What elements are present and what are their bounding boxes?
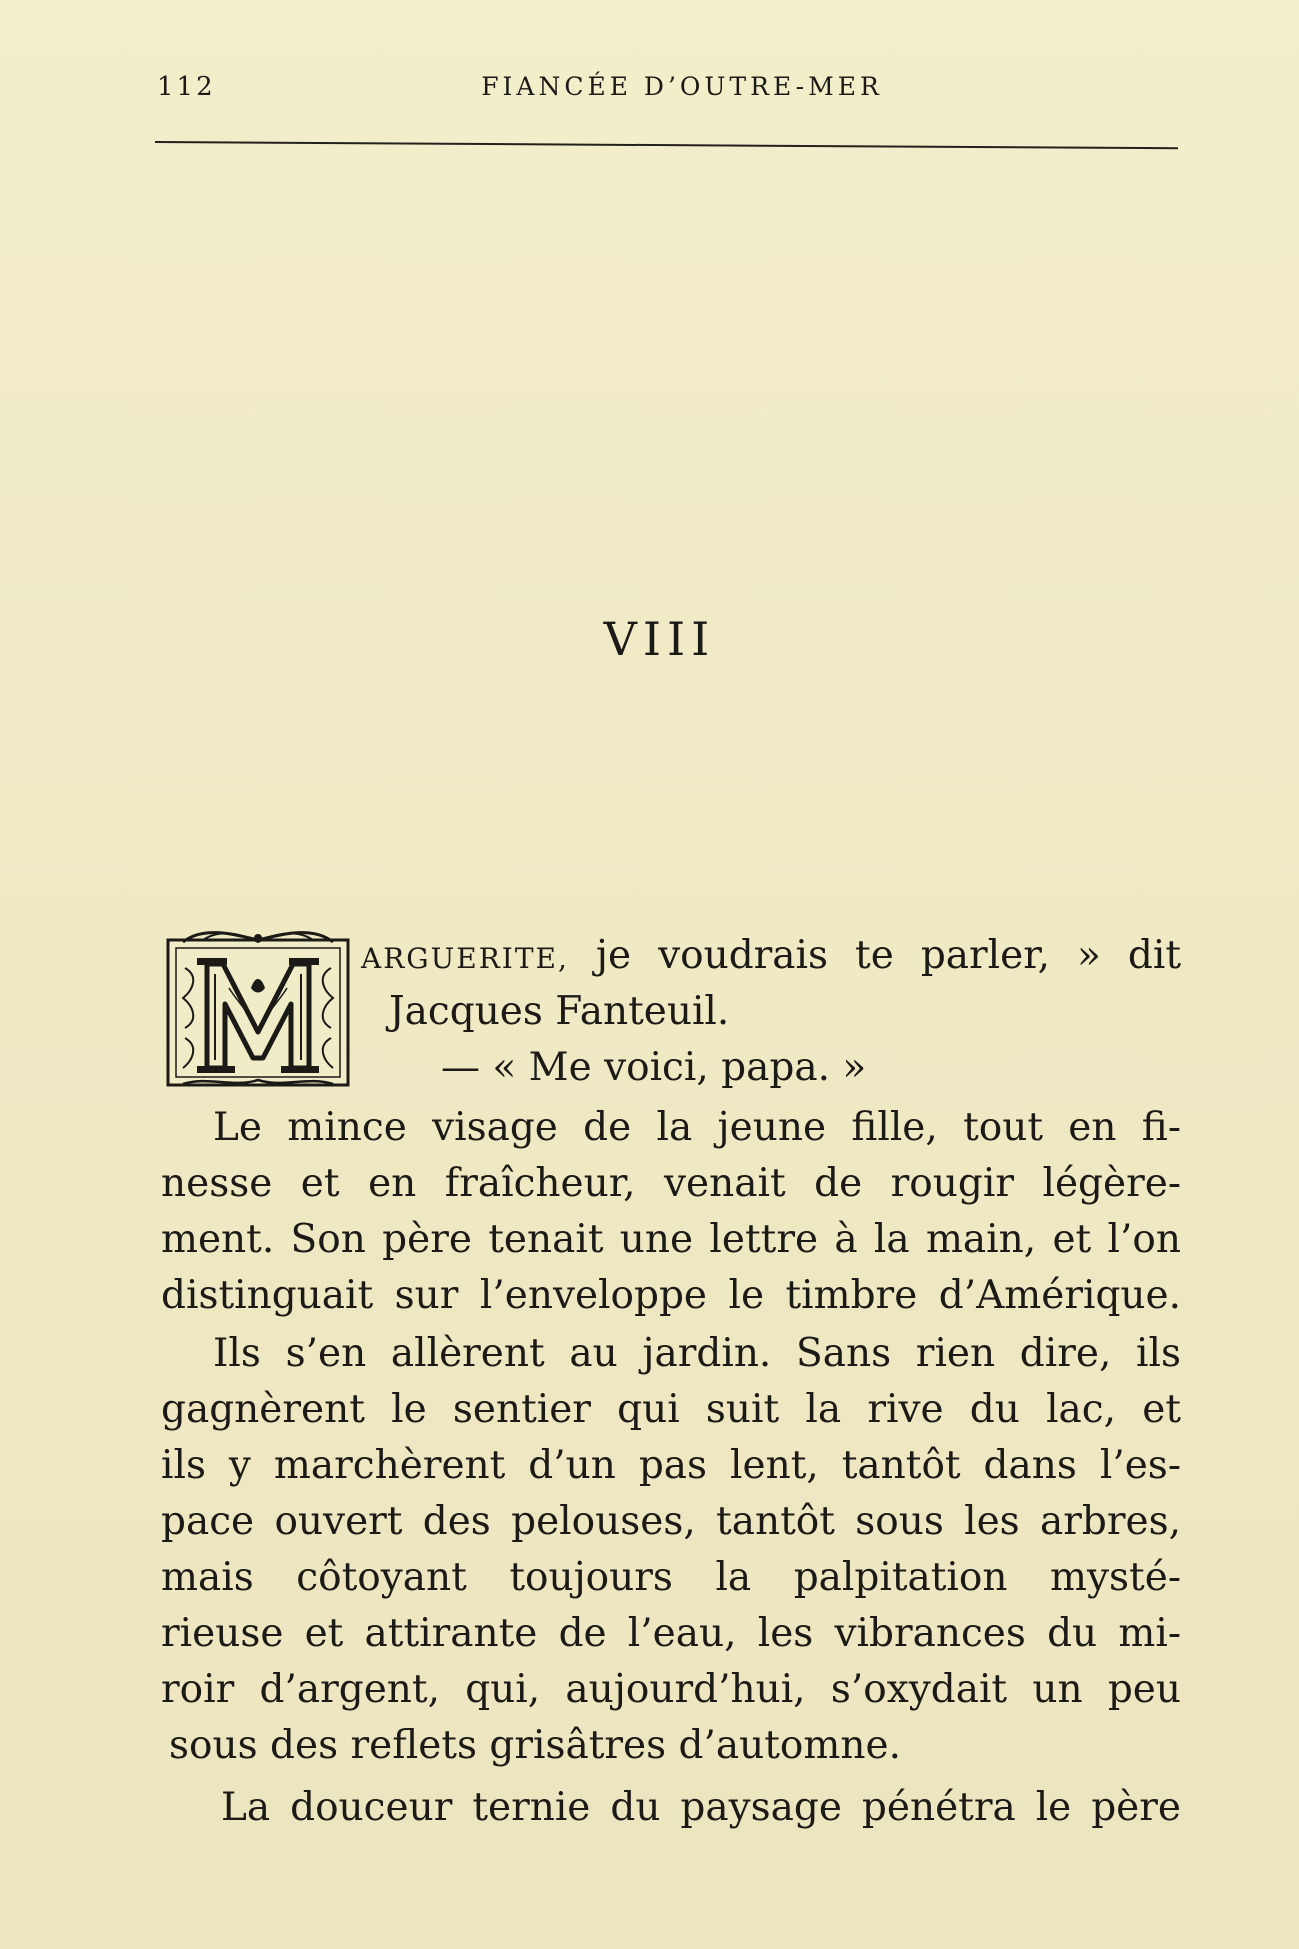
text-line-6: ment. Son père tenait une lettre à la main, et l’on [161, 1217, 1181, 1262]
ornamental-dropcap-m [163, 928, 353, 1090]
text-line-4: Le mince visage de la jeune fille, tout en fi- [213, 1105, 1181, 1150]
text-line-12: mais côtoyant toujours la palpitation mysté- [161, 1555, 1181, 1600]
running-title: FIANCÉE D’OUTRE-MER [481, 72, 883, 101]
text-line-3: — « Me voici, papa. » [441, 1045, 867, 1090]
chapter-number: VIII [603, 612, 716, 666]
text-line-8: Ils s’en allèrent au jardin. Sans rien dire, ils [213, 1331, 1181, 1376]
text-line-10: ils y marchèrent d’un pas lent, tantôt dans l’es- [161, 1443, 1181, 1488]
line1-rest: je voudrais te parler, » dit [568, 933, 1181, 978]
text-line-13: rieuse et attirante de l’eau, les vibrances du mi- [161, 1611, 1181, 1656]
text-line-14: roir d’argent, qui, aujourd’hui, s’oxydait un peu [161, 1667, 1181, 1712]
text-line-16: La douceur ternie du paysage pénétra le père [221, 1785, 1181, 1830]
text-line-1 [361, 928, 1181, 984]
header-rule [155, 141, 1178, 149]
running-head [157, 72, 1177, 112]
text-line-15: sous des reflets grisâtres d’automne. [169, 1723, 901, 1768]
text-line-9: gagnèrent le sentier qui suit la rive du lac, et [161, 1387, 1181, 1432]
text-line-7: distinguait sur l’enveloppe le timbre d’Amérique. [161, 1273, 1181, 1318]
text-line-11: pace ouvert des pelouses, tantôt sous les arbres, [161, 1499, 1181, 1544]
page-number: 112 [157, 72, 216, 102]
text-line-2: Jacques Fanteuil. [389, 989, 730, 1034]
dropcap-small-caps: ARGUERITE, [361, 942, 569, 975]
text-line-5: nesse et en fraîcheur, venait de rougir légère- [161, 1161, 1181, 1206]
